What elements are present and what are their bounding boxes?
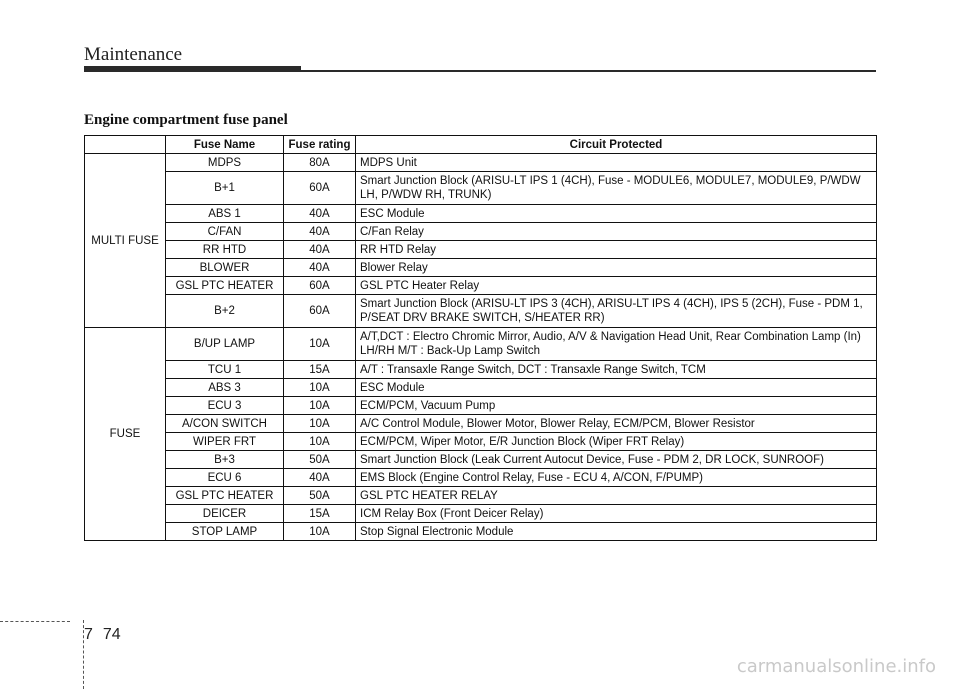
fuse-rating-cell: 40A — [284, 469, 356, 487]
chapter-number: 7 — [84, 626, 93, 643]
table-row — [85, 172, 877, 205]
table-row — [85, 451, 877, 469]
circuit-cell: Smart Junction Block (ARISU-LT IPS 3 (4CH), ARISU-LT IPS 4 (4CH), IPS 5 (2CH), Fuse - PDM 1, P/SEAT DRV BRAKE SWITCH, S/HEATER RR) — [356, 295, 877, 328]
fuse-name-cell: B+1 — [166, 172, 284, 205]
circuit-cell: MDPS Unit — [356, 154, 877, 172]
fuse-rating-cell: 60A — [284, 295, 356, 328]
table-row — [85, 328, 877, 361]
fuse-name-cell: ABS 3 — [166, 379, 284, 397]
fuse-rating-cell: 60A — [284, 172, 356, 205]
fuse-rating-cell: 60A — [284, 277, 356, 295]
table-row — [85, 523, 877, 541]
fuse-name-cell: MDPS — [166, 154, 284, 172]
fuse-name-cell: A/CON SWITCH — [166, 415, 284, 433]
header-circuit-protected: Circuit Protected — [356, 136, 877, 154]
group-label: FUSE — [85, 328, 166, 541]
fuse-group-1 — [85, 328, 877, 541]
table-row — [85, 361, 877, 379]
circuit-cell: ESC Module — [356, 379, 877, 397]
fuse-name-cell: TCU 1 — [166, 361, 284, 379]
fuse-group-0 — [85, 154, 877, 328]
table-row — [85, 505, 877, 523]
circuit-cell: Smart Junction Block (ARISU-LT IPS 1 (4CH), Fuse - MODULE6, MODULE7, MODULE9, P/WDW LH, P/WDW RH, TRUNK) — [356, 172, 877, 205]
fuse-rating-cell: 50A — [284, 487, 356, 505]
fuse-name-cell: B+3 — [166, 451, 284, 469]
fuse-rating-cell: 40A — [284, 241, 356, 259]
table-row — [85, 469, 877, 487]
table-row — [85, 259, 877, 277]
table-row — [85, 415, 877, 433]
table-row — [85, 205, 877, 223]
fuse-name-cell: RR HTD — [166, 241, 284, 259]
fuse-rating-cell: 15A — [284, 505, 356, 523]
fuse-table — [84, 135, 877, 541]
header-fuse-name: Fuse Name — [166, 136, 284, 154]
fuse-name-cell: ABS 1 — [166, 205, 284, 223]
circuit-cell: ICM Relay Box (Front Deicer Relay) — [356, 505, 877, 523]
section-title: Engine compartment fuse panel — [84, 112, 288, 128]
fuse-rating-cell: 40A — [284, 259, 356, 277]
circuit-cell: GSL PTC Heater Relay — [356, 277, 877, 295]
group-label: MULTI FUSE — [85, 154, 166, 328]
table-row — [85, 433, 877, 451]
circuit-cell: GSL PTC HEATER RELAY — [356, 487, 877, 505]
table-row — [85, 295, 877, 328]
fuse-name-cell: STOP LAMP — [166, 523, 284, 541]
circuit-cell: Smart Junction Block (Leak Current Autocut Device, Fuse - PDM 2, DR LOCK, SUNROOF) — [356, 451, 877, 469]
watermark: carmanualsonline.info — [736, 656, 936, 677]
table-row — [85, 397, 877, 415]
fuse-rating-cell: 10A — [284, 415, 356, 433]
fuse-name-cell: B/UP LAMP — [166, 328, 284, 361]
circuit-cell: A/T : Transaxle Range Switch, DCT : Transaxle Range Switch, TCM — [356, 361, 877, 379]
fuse-rating-cell: 10A — [284, 433, 356, 451]
fuse-rating-cell: 10A — [284, 328, 356, 361]
circuit-cell: Stop Signal Electronic Module — [356, 523, 877, 541]
circuit-cell: Blower Relay — [356, 259, 877, 277]
fuse-name-cell: GSL PTC HEATER — [166, 487, 284, 505]
fuse-rating-cell: 80A — [284, 154, 356, 172]
circuit-cell: A/T,DCT : Electro Chromic Mirror, Audio, A/V & Navigation Head Unit, Rear Combination Lamp (In) LH/RH M/T : Back-Up Lamp Switch — [356, 328, 877, 361]
circuit-cell: RR HTD Relay — [356, 241, 877, 259]
circuit-cell: A/C Control Module, Blower Motor, Blower Relay, ECM/PCM, Blower Resistor — [356, 415, 877, 433]
fuse-rating-cell: 40A — [284, 223, 356, 241]
page-number — [84, 626, 121, 644]
circuit-cell: ECM/PCM, Vacuum Pump — [356, 397, 877, 415]
table-row — [85, 379, 877, 397]
fuse-rating-cell: 10A — [284, 379, 356, 397]
fuse-name-cell: GSL PTC HEATER — [166, 277, 284, 295]
fuse-rating-cell: 10A — [284, 397, 356, 415]
fuse-name-cell: DEICER — [166, 505, 284, 523]
fuse-rating-cell: 50A — [284, 451, 356, 469]
header-group — [85, 136, 166, 154]
fuse-name-cell: BLOWER — [166, 259, 284, 277]
header-rule-thin — [301, 70, 876, 72]
table-row — [85, 223, 877, 241]
crop-mark-horizontal — [0, 621, 70, 622]
table-row — [85, 277, 877, 295]
table-row — [85, 154, 877, 172]
fuse-rating-cell: 10A — [284, 523, 356, 541]
circuit-cell: ECM/PCM, Wiper Motor, E/R Junction Block (Wiper FRT Relay) — [356, 433, 877, 451]
fuse-name-cell: B+2 — [166, 295, 284, 328]
circuit-cell: EMS Block (Engine Control Relay, Fuse - ECU 4, A/CON, F/PUMP) — [356, 469, 877, 487]
fuse-name-cell: ECU 6 — [166, 469, 284, 487]
table-row — [85, 487, 877, 505]
page-header-title: Maintenance — [84, 44, 183, 65]
page-number-value: 74 — [102, 626, 121, 643]
fuse-rating-cell: 40A — [284, 205, 356, 223]
circuit-cell: C/Fan Relay — [356, 223, 877, 241]
table-row — [85, 241, 877, 259]
header-rule-thick — [84, 66, 301, 72]
fuse-name-cell: C/FAN — [166, 223, 284, 241]
fuse-name-cell: WIPER FRT — [166, 433, 284, 451]
circuit-cell: ESC Module — [356, 205, 877, 223]
table-header-row — [85, 136, 877, 154]
fuse-rating-cell: 15A — [284, 361, 356, 379]
fuse-name-cell: ECU 3 — [166, 397, 284, 415]
header-fuse-rating: Fuse rating — [284, 136, 356, 154]
